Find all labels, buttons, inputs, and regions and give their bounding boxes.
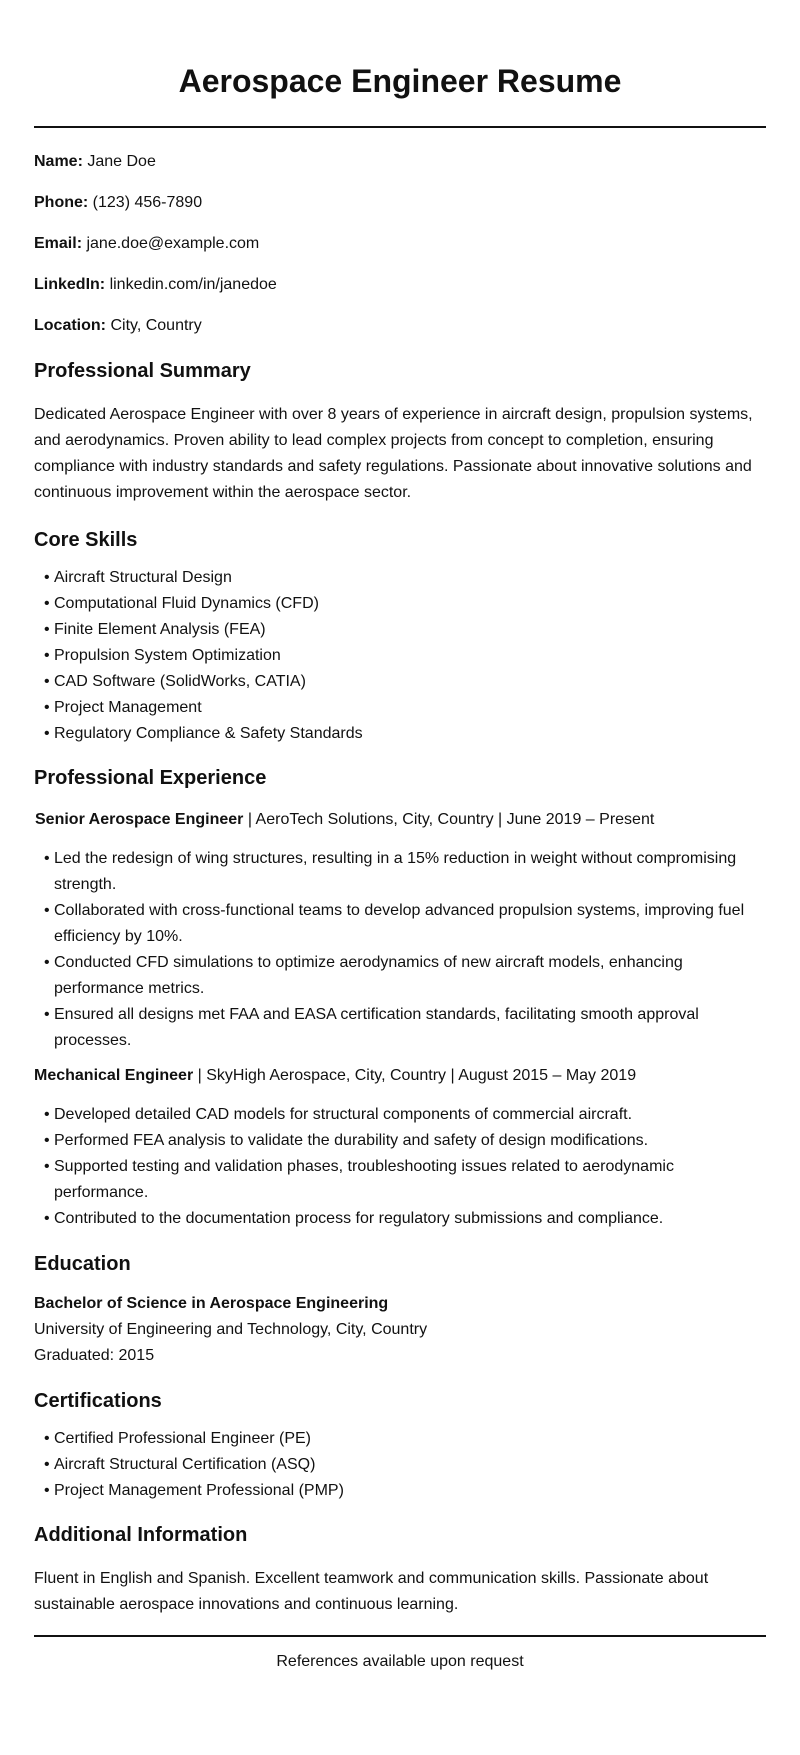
contact-block — [34, 152, 766, 336]
list-item: • Regulatory Compliance & Safety Standards — [44, 721, 766, 747]
list-item: • Conducted CFD simulations to optimize aerodynamics of new aircraft models, enhancing performance metrics. — [44, 950, 766, 1002]
job-entry — [34, 1066, 766, 1232]
job-details: | AeroTech Solutions, City, Country | June 2019 – Present — [243, 811, 655, 828]
list-item: • Aircraft Structural Certification (ASQ) — [44, 1452, 766, 1478]
certifications-heading: Certifications — [34, 1390, 162, 1412]
contact-phone — [34, 193, 766, 213]
list-item: • Developed detailed CAD models for structural components of commercial aircraft. — [44, 1102, 766, 1128]
education-graduated: Graduated: 2015 — [34, 1347, 155, 1364]
job-title: Senior Aerospace Engineer — [35, 811, 244, 828]
contact-linkedin-value: linkedin.com/in/janedoe — [109, 276, 277, 293]
footer-divider — [34, 1635, 766, 1637]
education-school: University of Engineering and Technology, City, Country — [34, 1321, 428, 1338]
contact-location-label: Location: — [34, 317, 106, 334]
contact-phone-label: Phone: — [34, 194, 89, 211]
job-entry — [34, 810, 766, 1054]
additional-section — [34, 1523, 766, 1618]
list-item: • Aircraft Structural Design — [44, 565, 766, 591]
skills-heading: Core Skills — [34, 529, 138, 551]
list-item: • Project Management Professional (PMP) — [44, 1478, 766, 1504]
skills-list — [34, 565, 766, 747]
list-item: • Project Management — [44, 695, 766, 721]
summary-text: Dedicated Aerospace Engineer with over 8 years of experience in aircraft design, propulsion systems, and aerodynamics. Proven ability to lead complex projects from concept to completion, ensuring compliance with industry standards and safety regulations. Passionate about innovative solutions and continuous improvement within the aerospace sector. — [34, 406, 753, 501]
skills-section — [34, 528, 766, 747]
contact-email-label: Email: — [34, 235, 83, 252]
additional-text: Fluent in English and Spanish. Excellent teamwork and communication skills. Passionate about sustainable aerospace innovations and continuous learning. — [34, 1570, 709, 1613]
footer-note: References available upon request — [276, 1653, 524, 1670]
list-item: • Computational Fluid Dynamics (CFD) — [44, 591, 766, 617]
contact-email — [34, 234, 766, 254]
certifications-list — [34, 1426, 766, 1504]
page-title: Aerospace Engineer Resume — [178, 63, 622, 99]
contact-email-value: jane.doe@example.com — [86, 235, 260, 252]
job-header — [34, 1066, 766, 1086]
list-item: • Collaborated with cross-functional teams to develop advanced propulsion systems, improving fuel efficiency by 10%. — [44, 898, 766, 950]
experience-section — [34, 766, 766, 1232]
list-item: • Performed FEA analysis to validate the durability and safety of design modifications. — [44, 1128, 766, 1154]
summary-heading: Professional Summary — [34, 360, 251, 382]
list-item: • Contributed to the documentation process for regulatory submissions and compliance. — [44, 1206, 766, 1232]
job-bullets — [34, 1102, 766, 1232]
education-degree: Bachelor of Science in Aerospace Engineering — [34, 1295, 389, 1312]
title-divider — [34, 126, 766, 128]
education-entry — [34, 1291, 766, 1369]
summary-section — [34, 359, 766, 506]
job-header — [34, 810, 766, 830]
contact-phone-value: (123) 456-7890 — [92, 194, 203, 211]
certifications-section — [34, 1389, 766, 1504]
list-item: • Certified Professional Engineer (PE) — [44, 1426, 766, 1452]
job-details: | SkyHigh Aerospace, City, Country | August 2015 – May 2019 — [193, 1067, 637, 1084]
contact-name-value: Jane Doe — [87, 153, 156, 170]
list-item: • Led the redesign of wing structures, resulting in a 15% reduction in weight without compromising strength. — [44, 846, 766, 898]
list-item: • Supported testing and validation phases, troubleshooting issues related to aerodynamic performance. — [44, 1154, 766, 1206]
contact-location-value: City, Country — [110, 317, 202, 334]
job-title: Mechanical Engineer — [34, 1067, 194, 1084]
job-bullets — [34, 846, 766, 1054]
contact-linkedin — [34, 275, 766, 295]
list-item: • CAD Software (SolidWorks, CATIA) — [44, 669, 766, 695]
contact-location — [34, 316, 766, 336]
education-heading: Education — [34, 1253, 131, 1275]
additional-heading: Additional Information — [34, 1524, 248, 1546]
contact-name — [34, 152, 766, 172]
list-item: • Finite Element Analysis (FEA) — [44, 617, 766, 643]
list-item: • Propulsion System Optimization — [44, 643, 766, 669]
education-section — [34, 1252, 766, 1369]
experience-heading: Professional Experience — [34, 767, 267, 789]
list-item: • Ensured all designs met FAA and EASA certification standards, facilitating smooth approval processes. — [44, 1002, 766, 1054]
contact-name-label: Name: — [34, 153, 83, 170]
contact-linkedin-label: LinkedIn: — [34, 276, 106, 293]
